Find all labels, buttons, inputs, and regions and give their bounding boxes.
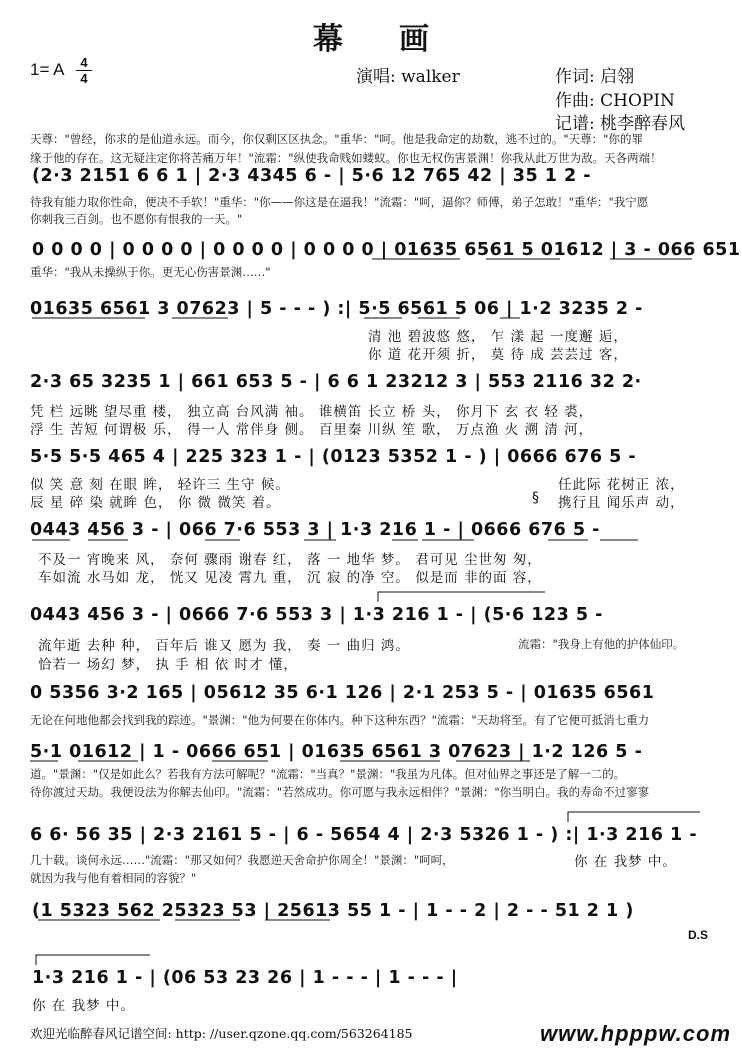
time-denominator: 4 — [80, 71, 88, 86]
lyric-row-5a: 似 笑 意 刻 在眼 眸， 轻许三 生守 候。 — [30, 477, 290, 493]
dialogue-note-2: 缘于他的存在。这无疑注定你将苦痛万年！"流霜："纵使我命贱如蝼蚁。你也无权伤害景渊！你我从此万世为敌。天各两端！ — [30, 151, 662, 165]
score-row-8: 0 5356 3·2 165 | 05612 35 6·1 126 | 2·1 253 5 - | 01635 6561 — [30, 683, 655, 703]
dialogue-note-9: 待你渡过天劫。我便设法为你解去仙印。"流霜："若然成功。你可愿与我永远相伴？"景渊："你当明白。我的寿命不过寥寥 — [30, 785, 650, 799]
score-row-2: 0 0 0 0 | 0 0 0 0 | 0 0 0 0 | 0 0 0 0 | 01635 6561 5 01612 | 3 - 066 651 — [32, 240, 741, 260]
lyric-row-6b: 车如流 水马如 龙， 恍又 见凌 霄九 重， 沉 寂 的净 空。 似是而 非的面 容， — [38, 570, 542, 586]
composer: 作曲: CHOPIN — [555, 91, 675, 111]
page-title: 幕画 — [313, 22, 485, 57]
lyric-row-4b: 浮 生 苦短 何谓极 乐， 得一人 常伴身 侧。 百里秦 川纵 笙 歌， 万点渔 火 溯 清 河， — [30, 422, 594, 438]
dialogue-note-5: 重华："我从未操纵于你。更无心伤害景渊……" — [30, 265, 271, 279]
dialogue-note-6: 流霜："我身上有他的护体仙印。 — [518, 637, 685, 651]
score-row-11: (1 5323 562 25323 53 | 25613 55 1 - | 1 - - 2 | 2 - - 51 2 1 ) — [32, 901, 634, 921]
volta-bracket-3 — [36, 955, 150, 965]
ds-mark: D.S — [688, 928, 709, 942]
footer-visit: 欢迎光临醉春风记谱空间: http: //user.qzone.qq.com/563264185 — [30, 1026, 413, 1041]
dialogue-note-11: 就因为我与他有着相同的容貌？" — [30, 871, 197, 885]
time-numerator: 4 — [80, 55, 88, 70]
transcriber: 记谱: 桃李醉春风 — [555, 114, 686, 134]
score-row-10: 6 6· 56 35 | 2·3 2161 5 - | 6 - 5654 4 | 2·3 5326 1 - ) :| 1·3 216 1 - — [30, 825, 698, 845]
lyricist: 作词: 启翎 — [555, 67, 635, 87]
score-row-1: (2·3 2151 6 6 1 | 2·3 4345 6 - | 5·6 12 765 42 | 35 1 2 - — [32, 166, 592, 186]
lyric-row-7a: 流年逝 去种 种， 百年后 谁又 愿为 我， 奏 一 曲归 鸿。 — [38, 638, 410, 654]
score-row-3: 01635 6561 3 07623 | 5 - - - ) :| 5·5 6561 5 06 | 1·2 3235 2 - — [30, 299, 643, 319]
lyric-row-3b: 你 道 花开须 折， 莫 待 成 芸芸过 客， — [368, 347, 628, 363]
volta-bracket-2 — [568, 812, 700, 822]
score-row-5: 5·5 5·5 465 4 | 225 323 1 - | (0123 5352 1 - ) | 0666 676 5 - — [30, 447, 637, 467]
volta-bracket-1 — [378, 592, 545, 602]
lyric-row-10: 你 在 我梦 中。 — [574, 854, 677, 870]
dialogue-note-1: 天尊："曾经，你求的是仙道永远。而今，你仅剩区区执念。"重华："呵。他是我命定的劫数，逃不过的。"天尊："你的罪 — [30, 132, 643, 146]
score-row-6: 0443 456 3 - | 066 7·6 553 3 | 1·3 216 1 - | 0666 676 5 - — [30, 520, 600, 540]
lyric-row-5b: 辰 星 碎 染 就眸 色， 你 微 微笑 着。 — [30, 495, 281, 511]
score-row-12: 1·3 216 1 - | (06 53 23 26 | 1 - - - | 1 - - - | — [32, 968, 458, 988]
lyric-row-12: 你 在 我梦 中。 — [32, 998, 135, 1014]
lyric-row-7b: 恰若一 场幻 梦， 执 手 相 依 时才 懂， — [38, 657, 298, 673]
dialogue-note-8: 道。"景渊："仅是如此么？若我有方法可解呢？"流霜："当真？"景渊："我虽为凡体。但对仙界之事还是了解一二的。 — [30, 767, 626, 781]
singer: 演唱: walker — [356, 67, 460, 87]
dialogue-note-4: 你刺我三百剑。也不愿你有恨我的一天。" — [30, 212, 243, 226]
key-signature: 1= A — [30, 60, 65, 79]
lyric-row-3a: 清 池 碧波悠 悠， 乍 漾 起 一度邂 逅， — [368, 329, 628, 345]
footer-site-logo: www.hpppw.com — [540, 1021, 732, 1046]
lyric-row-5c: 任此际 花树正 浓， — [558, 477, 685, 493]
lyric-row-4a: 凭 栏 远眺 望尽重 楼， 独立高 台风满 袖。 谁横笛 长立 桥 头， 你月下 玄 衣 轻 裘， — [30, 404, 594, 420]
score-row-7: 0443 456 3 - | 0666 7·6 553 3 | 1·3 216 1 - | (5·6 123 5 - — [30, 605, 603, 625]
dialogue-note-10: 几十载。谈何永远……"流霜："那又如何？我愿逆天舍命护你周全！"景渊："呵呵， — [30, 853, 454, 867]
lyric-row-6a: 不及一 宵晚来 风， 奈何 骤雨 谢春 红， 落 一 地华 梦。 君可见 尘世匆 匆， — [38, 552, 542, 568]
score-row-9: 5·1 01612 | 1 - 0666 651 | 01635 6561 3 07623 | 1·2 126 5 - — [30, 742, 643, 762]
dialogue-note-3: 待我有能力取你性命，便决不手软！"重华："你——你这是在逼我！"流霜："呵，逼你？师傅，弟子怎敢！"重华："我宁愿 — [30, 195, 649, 209]
segno-mark: § — [532, 490, 539, 506]
score-row-4: 2·3 65 3235 1 | 661 653 5 - | 6 6 1 23212 3 | 553 2116 32 2· — [30, 372, 642, 392]
lyric-row-5d: 携行且 闻乐声 动， — [558, 495, 685, 511]
dialogue-note-7: 无论在何地他都会找到我的踪迹。"景渊："他为何要在你体内。种下这种东西？"流霜："天劫将至。有了它便可抵消七重力 — [30, 713, 650, 727]
